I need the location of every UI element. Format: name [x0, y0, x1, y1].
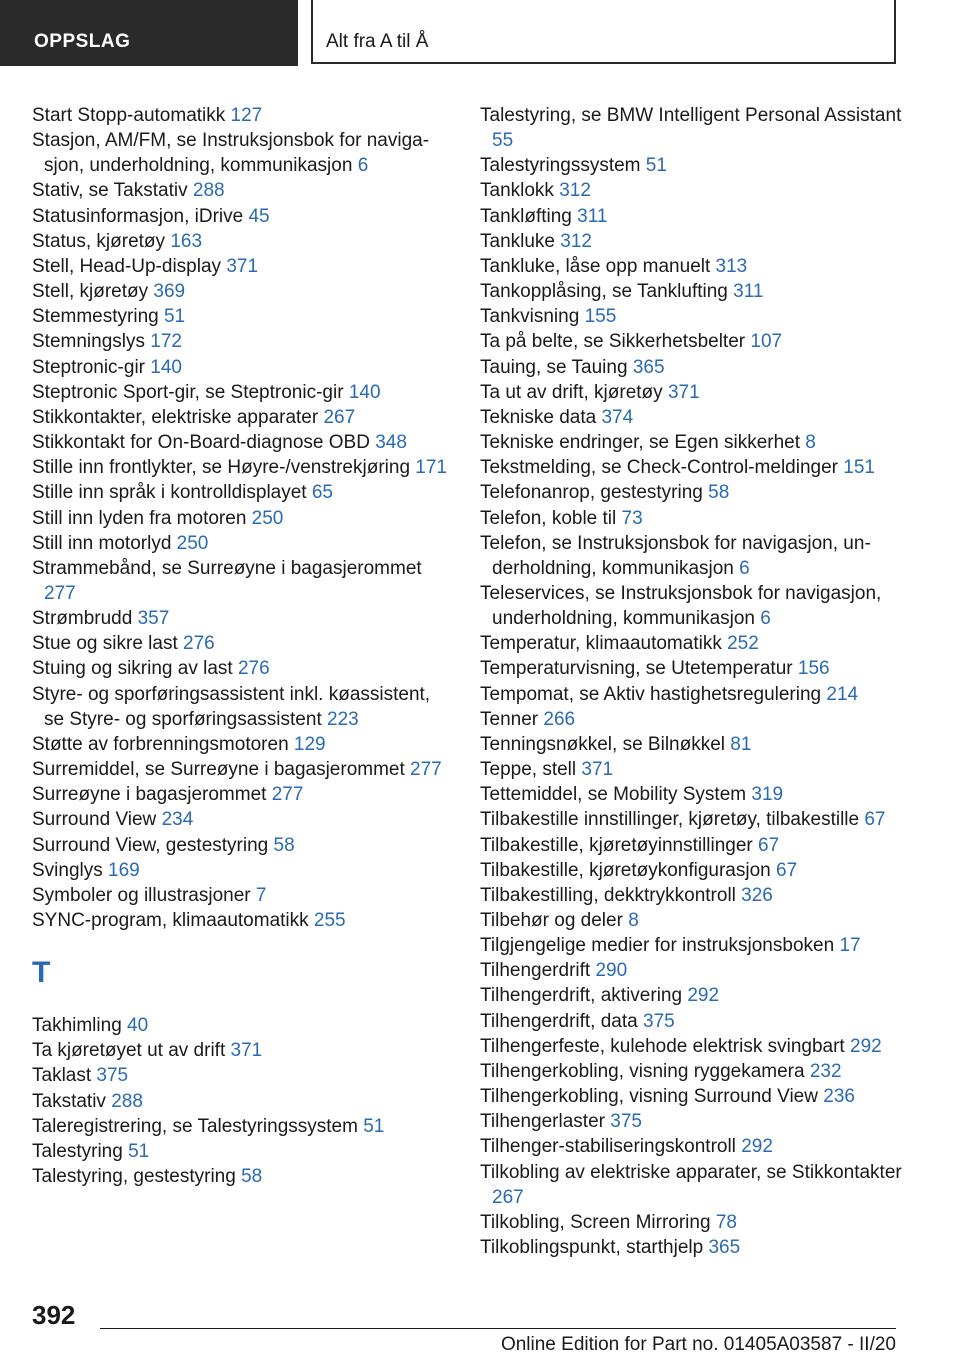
index-entry-page-link[interactable]: 369	[153, 281, 186, 303]
index-entry	[480, 833, 910, 858]
index-entry-term: Tilbehør og deler	[480, 910, 629, 931]
index-entry	[32, 833, 452, 858]
index-entry-term: Tankvisning	[480, 306, 585, 328]
index-entry-term: Tilkoblingspunkt, starthjelp	[480, 1237, 709, 1259]
index-entry	[480, 229, 910, 254]
index-entry-page-link[interactable]: 140	[150, 356, 182, 378]
index-entry-page-link[interactable]: 65	[311, 482, 333, 504]
index-entry-page-link[interactable]: 276	[237, 658, 270, 680]
index-group-t-continued	[480, 103, 910, 1260]
index-entry	[32, 682, 452, 732]
page-number: 392	[32, 1300, 76, 1330]
index-entry	[480, 329, 910, 354]
index-entry-page-link[interactable]: 151	[843, 457, 875, 479]
index-entry-term: Svinglys	[32, 859, 109, 881]
index-entry-term: Stille inn frontlykter, se Høyre-/venstrekjøring	[32, 457, 416, 479]
index-entry-term: Still inn motorlyd	[32, 532, 177, 554]
index-entry	[480, 405, 910, 430]
index-entry-page-link[interactable]: 73	[621, 507, 643, 529]
index-entry-page-link[interactable]: 8	[805, 432, 816, 454]
index-entry-term: Ta på belte, se Sikkerhetsbelter	[480, 331, 751, 353]
index-entry-page-link[interactable]: 326	[741, 884, 773, 906]
index-entry-term: Tekniske data	[480, 406, 602, 428]
index-entry-page-link[interactable]: 172	[150, 331, 182, 353]
index-entry-term: Teppe, stell	[480, 759, 582, 781]
index-entry	[480, 506, 910, 531]
index-entry	[480, 1210, 910, 1235]
index-entry-page-link[interactable]: 250	[251, 507, 284, 529]
index-entry-term: Symboler og illustrasjoner	[32, 884, 256, 906]
index-entry	[480, 1235, 910, 1260]
index-entry-term: Stikkontakter, elektriske apparater	[32, 406, 324, 428]
index-entry	[32, 858, 452, 883]
index-entry-term: Start Stopp-automatikk	[32, 105, 231, 126]
index-entry	[480, 1009, 910, 1034]
index-entry-term: Surremiddel, se Surreøyne i bagasjerommet	[32, 759, 411, 781]
index-entry-term: Stemningslys	[32, 331, 151, 353]
index-entry	[480, 430, 910, 455]
index-entry-page-link[interactable]: 375	[643, 1010, 675, 1032]
index-entry-page-link[interactable]: 6	[760, 608, 771, 630]
index-entry-term: Tilhengerkobling, visning Surround View	[480, 1086, 824, 1108]
index-entry-term: Still inn lyden fra motoren	[32, 507, 252, 529]
index-entry-term: Stemmestyring	[32, 306, 164, 328]
index-entry-term: Strammebånd, se Surreøyne i bagasjerommet	[32, 557, 422, 579]
index-entry	[480, 908, 910, 933]
index-entry-term: Talestyring	[32, 1140, 129, 1162]
index-entry-page-link[interactable]: 78	[715, 1211, 737, 1233]
index-entry	[480, 807, 910, 832]
index-entry	[32, 1164, 452, 1189]
index-entry-page-link[interactable]: 51	[363, 1115, 385, 1137]
index-entry	[480, 656, 910, 681]
index-entry-page-link[interactable]: 58	[273, 834, 295, 856]
index-entry	[32, 1013, 452, 1038]
index-entry-page-link[interactable]: 171	[415, 457, 447, 479]
index-entry-page-link[interactable]: 40	[127, 1015, 149, 1037]
index-entry-term: Talestyring, gestestyring	[32, 1166, 242, 1188]
index-entry-term: Stativ, se Takstativ	[32, 180, 193, 202]
index-entry-term: Tilbakestille, kjøretøyinnstillinger	[480, 834, 759, 856]
index-entry-page-link[interactable]: 51	[645, 155, 667, 177]
index-entry	[32, 405, 452, 430]
index-entry-page-link[interactable]: 58	[241, 1166, 263, 1188]
index-entry-page-link[interactable]: 156	[797, 658, 830, 680]
index-entry-page-link[interactable]: 6	[739, 557, 750, 579]
index-entry-term: Tettemiddel, se Mobility System	[480, 784, 752, 806]
index-entry-term: Tilbakestille, kjøretøykonfigurasjon	[480, 859, 777, 881]
index-entry-term: Tilhengerdrift, data	[480, 1010, 643, 1032]
index-entry	[32, 1089, 452, 1114]
index-entry-page-link[interactable]: 290	[595, 960, 628, 982]
index-entry-page-link[interactable]: 129	[293, 733, 326, 755]
index-entry	[32, 656, 452, 681]
index-entry	[32, 304, 452, 329]
index-entry-term: Talestyring, se BMW Intelligent Personal Assistant	[480, 105, 902, 126]
index-entry-page-link[interactable]: 267	[492, 1186, 524, 1208]
index-entry	[480, 933, 910, 958]
index-entry	[32, 1114, 452, 1139]
index-entry	[480, 1134, 910, 1159]
index-entry-page-link[interactable]: 371	[667, 381, 700, 403]
index-entry	[32, 204, 452, 229]
index-entry-term: Tempomat, se Aktiv hastighetsregulering	[480, 683, 827, 705]
index-entry-term: Taklast	[32, 1065, 97, 1087]
index-entry-page-link[interactable]: 311	[577, 205, 608, 227]
index-entry-term: Tekstmelding, se Check-Control-meldinger	[480, 457, 844, 479]
index-entry	[480, 531, 910, 581]
index-entry	[32, 531, 452, 556]
index-entry	[32, 355, 452, 380]
index-entry	[480, 1084, 910, 1109]
index-entry-page-link[interactable]: 277	[44, 582, 76, 604]
index-entry-term: Takstativ	[32, 1090, 112, 1112]
index-entry	[32, 1063, 452, 1088]
index-entry	[32, 631, 452, 656]
index-entry-page-link[interactable]: 365	[708, 1237, 741, 1259]
index-entry	[32, 807, 452, 832]
index-entry	[32, 782, 452, 807]
index-entry-term: Tilhenger-stabiliseringskontroll	[480, 1136, 742, 1158]
index-entry	[32, 279, 452, 304]
index-entry	[480, 380, 910, 405]
index-entry-term: Stell, Head-Up-display	[32, 255, 227, 277]
index-entry	[480, 858, 910, 883]
index-entry-term: Temperaturvisning, se Utetemperatur	[480, 658, 798, 680]
index-entry	[480, 103, 910, 153]
index-column-right	[480, 103, 910, 1260]
index-entry	[480, 279, 910, 304]
index-entry	[480, 707, 910, 732]
index-entry-page-link[interactable]: 17	[839, 935, 861, 957]
index-entry-page-link[interactable]: 371	[226, 255, 259, 277]
index-entry-page-link[interactable]: 357	[137, 608, 170, 630]
index-entry-page-link[interactable]: 276	[183, 633, 215, 655]
index-entry-page-link[interactable]: 319	[751, 784, 784, 806]
index-entry-term: Tilhengerdrift, aktivering	[480, 985, 688, 1007]
index-column-left	[32, 103, 452, 1189]
index-entry-term: Surround View, gestestyring	[32, 834, 274, 856]
index-entry-term: Teleservices, se Instruksjonsbok for navigasjon, underholdning, kommunikasjon	[480, 582, 882, 630]
index-entry	[32, 103, 452, 128]
index-entry-page-link[interactable]: 292	[741, 1136, 773, 1158]
chapter-title: Alt fra A til Å	[311, 0, 896, 64]
index-entry-term: Tilbakestilling, dekktrykkontroll	[480, 884, 742, 906]
index-entry	[480, 1059, 910, 1084]
index-entry	[480, 883, 910, 908]
index-entry-page-link[interactable]: 234	[161, 809, 194, 831]
index-entry-page-link[interactable]: 277	[271, 784, 304, 806]
index-entry-term: Stue og sikre last	[32, 633, 184, 655]
index-entry	[32, 908, 452, 933]
index-entry	[32, 606, 452, 631]
index-entry	[480, 631, 910, 656]
index-entry-page-link[interactable]: 8	[628, 910, 639, 931]
index-entry	[32, 1139, 452, 1164]
index-entry-term: Temperatur, klimaautomatikk	[480, 633, 728, 655]
index-entry-page-link[interactable]: 252	[727, 633, 759, 655]
index-entry-term: Steptronic-gir	[32, 356, 151, 378]
index-entry-term: Tankopplåsing, se Tanklufting	[480, 281, 734, 303]
index-entry-term: Tilhengerfeste, kulehode elektrisk svingbart	[480, 1035, 850, 1057]
index-entry-term: Tilkobling, Screen Mirroring	[480, 1211, 716, 1233]
index-entry-page-link[interactable]: 255	[313, 910, 346, 931]
index-entry	[480, 355, 910, 380]
index-entry-page-link[interactable]: 6	[357, 155, 369, 177]
index-entry	[32, 430, 452, 455]
index-entry-page-link[interactable]: 312	[560, 230, 592, 252]
index-entry	[32, 883, 452, 908]
index-entry-page-link[interactable]: 51	[128, 1140, 150, 1162]
index-entry-page-link[interactable]: 81	[730, 733, 752, 755]
index-entry-term: Tenningsnøkkel, se Bilnøkkel	[480, 733, 731, 755]
index-entry-term: Surreøyne i bagasjerommet	[32, 784, 272, 806]
index-entry-term: Taleregistrering, se Talestyringssystem	[32, 1115, 364, 1137]
index-entry	[32, 556, 452, 606]
index-entry-page-link[interactable]: 67	[776, 859, 798, 881]
index-entry-page-link[interactable]: 371	[581, 759, 614, 781]
index-entry	[32, 254, 452, 279]
index-entry-term: Status, kjøretøy	[32, 230, 171, 252]
index-entry-page-link[interactable]: 127	[230, 105, 263, 126]
index-entry	[480, 153, 910, 178]
index-entry	[32, 455, 452, 480]
index-entry-page-link[interactable]: 266	[543, 708, 576, 730]
index-entry-term: Ta ut av drift, kjøretøy	[480, 381, 668, 403]
index-entry-term: Tankløfting	[480, 205, 578, 227]
index-entry-term: Tilkobling av elektriske apparater, se Stikkontakter	[480, 1161, 902, 1183]
index-group-s	[32, 103, 452, 933]
index-entry-page-link[interactable]: 374	[601, 406, 634, 428]
index-entry-term: Surround View	[32, 809, 162, 831]
index-entry	[32, 1038, 452, 1063]
index-entry-page-link[interactable]: 250	[176, 532, 209, 554]
index-entry-term: Tankluke, låse opp manuelt	[480, 255, 716, 277]
index-entry	[480, 178, 910, 203]
page-header	[0, 0, 960, 66]
index-entry-page-link[interactable]: 223	[327, 708, 359, 730]
index-entry	[480, 1109, 910, 1134]
index-entry-term: Ta kjøretøyet ut av drift	[32, 1040, 231, 1062]
section-tab: OPPSLAG	[0, 0, 298, 66]
index-entry-page-link[interactable]: 67	[758, 834, 780, 856]
index-entry	[32, 757, 452, 782]
index-entry	[480, 1034, 910, 1059]
index-entry-page-link[interactable]: 292	[850, 1035, 882, 1057]
index-entry-page-link[interactable]: 371	[230, 1040, 263, 1062]
index-entry	[480, 304, 910, 329]
index-entry	[32, 506, 452, 531]
index-entry-page-link[interactable]: 140	[348, 381, 381, 403]
index-entry	[480, 983, 910, 1008]
index-entry-term: SYNC-program, klimaautomatikk	[32, 910, 314, 931]
index-entry	[480, 204, 910, 229]
index-entry-term: Stuing og sikring av last	[32, 658, 238, 680]
index-entry-term: Støtte av forbrenningsmotoren	[32, 733, 294, 755]
footer-edition: Online Edition for Part no. 01405A03587 - II/20	[500, 1334, 896, 1355]
index-entry-term: Strømbrudd	[32, 608, 138, 630]
index-entry-page-link[interactable]: 232	[809, 1060, 842, 1082]
index-entry-page-link[interactable]: 288	[192, 180, 225, 202]
index-entry-page-link[interactable]: 7	[255, 884, 267, 906]
index-entry-page-link[interactable]: 348	[375, 432, 407, 454]
index-entry-page-link[interactable]: 292	[687, 985, 720, 1007]
index-entry-term: Stille inn språk i kontrolldisplayet	[32, 482, 312, 504]
index-entry	[32, 128, 452, 178]
index-entry	[480, 782, 910, 807]
index-letter-heading: T	[32, 956, 51, 990]
index-entry	[480, 581, 910, 631]
footer-divider	[100, 1328, 896, 1329]
index-entry	[32, 178, 452, 203]
index-entry-term: Stasjon, AM/FM, se Instruksjonsbok for navigasjon, underholdning, kommunikasjon	[32, 130, 430, 177]
index-entry-term: Statusinformasjon, iDrive	[32, 205, 249, 227]
index-entry-term: Takhimling	[32, 1015, 128, 1037]
index-entry-page-link[interactable]: 58	[708, 482, 730, 504]
index-entry-page-link[interactable]: 55	[492, 130, 514, 152]
index-entry-page-link[interactable]: 365	[632, 356, 665, 378]
index-entry-term: Telefon, koble til	[480, 507, 622, 529]
index-entry-term: Stell, kjøretøy	[32, 281, 154, 303]
index-entry-term: Tilhengerdrift	[480, 960, 596, 982]
index-entry	[480, 682, 910, 707]
index-entry-page-link[interactable]: 277	[410, 759, 442, 781]
index-entry	[480, 757, 910, 782]
index-entry-page-link[interactable]: 155	[584, 306, 617, 328]
index-entry	[32, 229, 452, 254]
index-entry-page-link[interactable]: 311	[733, 281, 764, 303]
index-entry-term: Tilgjengelige medier for instruksjonsboken	[480, 935, 840, 957]
index-entry	[32, 480, 452, 505]
index-entry-page-link[interactable]: 375	[96, 1065, 129, 1087]
index-entry-page-link[interactable]: 288	[111, 1090, 143, 1112]
index-entry-term: Tenner	[480, 708, 544, 730]
index-entry-page-link[interactable]: 236	[823, 1086, 855, 1108]
index-entry-term: Tanklokk	[480, 180, 560, 202]
index-entry-term: Telefon, se Instruksjonsbok for navigasjon, underholdning, kommunikasjon	[480, 532, 871, 579]
index-entry-page-link[interactable]: 313	[715, 255, 748, 277]
index-entry-term: Telefonanrop, gestestyring	[480, 482, 709, 504]
index-entry-page-link[interactable]: 67	[864, 809, 886, 831]
index-entry-term: Styre- og sporføringsassistent inkl. køassistent, se Styre- og sporføringsassistent	[32, 683, 431, 730]
index-entry	[32, 380, 452, 405]
index-entry-page-link[interactable]: 214	[826, 683, 859, 705]
index-entry-term: Tankluke	[480, 230, 561, 252]
index-group-t	[32, 1013, 452, 1189]
index-entry-page-link[interactable]: 45	[248, 205, 270, 227]
index-entry-term: Tauing, se Tauing	[480, 356, 633, 378]
index-entry-page-link[interactable]: 107	[750, 331, 783, 353]
index-entry	[480, 1160, 910, 1210]
index-entry	[480, 455, 910, 480]
index-entry-page-link[interactable]: 375	[610, 1111, 642, 1133]
index-entry-term: Tilhengerkobling, visning ryggekamera	[480, 1060, 810, 1082]
index-entry-page-link[interactable]: 169	[108, 859, 140, 881]
index-entry-term: Stikkontakt for On-Board-diagnose OBD	[32, 432, 376, 454]
index-entry	[480, 480, 910, 505]
index-entry-page-link[interactable]: 51	[163, 306, 186, 328]
index-entry-term: Steptronic Sport-gir, se Steptronic-gir	[32, 381, 349, 403]
index-entry-term: Tekniske endringer, se Egen sikkerhet	[480, 432, 806, 454]
index-entry-page-link[interactable]: 267	[323, 406, 356, 428]
index-entry-page-link[interactable]: 312	[559, 180, 591, 202]
index-entry	[32, 329, 452, 354]
index-entry	[480, 732, 910, 757]
index-entry	[480, 958, 910, 983]
index-entry-page-link[interactable]: 163	[170, 230, 203, 252]
index-entry	[480, 254, 910, 279]
index-entry-term: Tilhengerlaster	[480, 1111, 611, 1133]
index-entry-term: Tilbakestille innstillinger, kjøretøy, tilbakestille	[480, 809, 865, 831]
index-entry-term: Talestyringssystem	[480, 155, 646, 177]
index-entry	[32, 732, 452, 757]
